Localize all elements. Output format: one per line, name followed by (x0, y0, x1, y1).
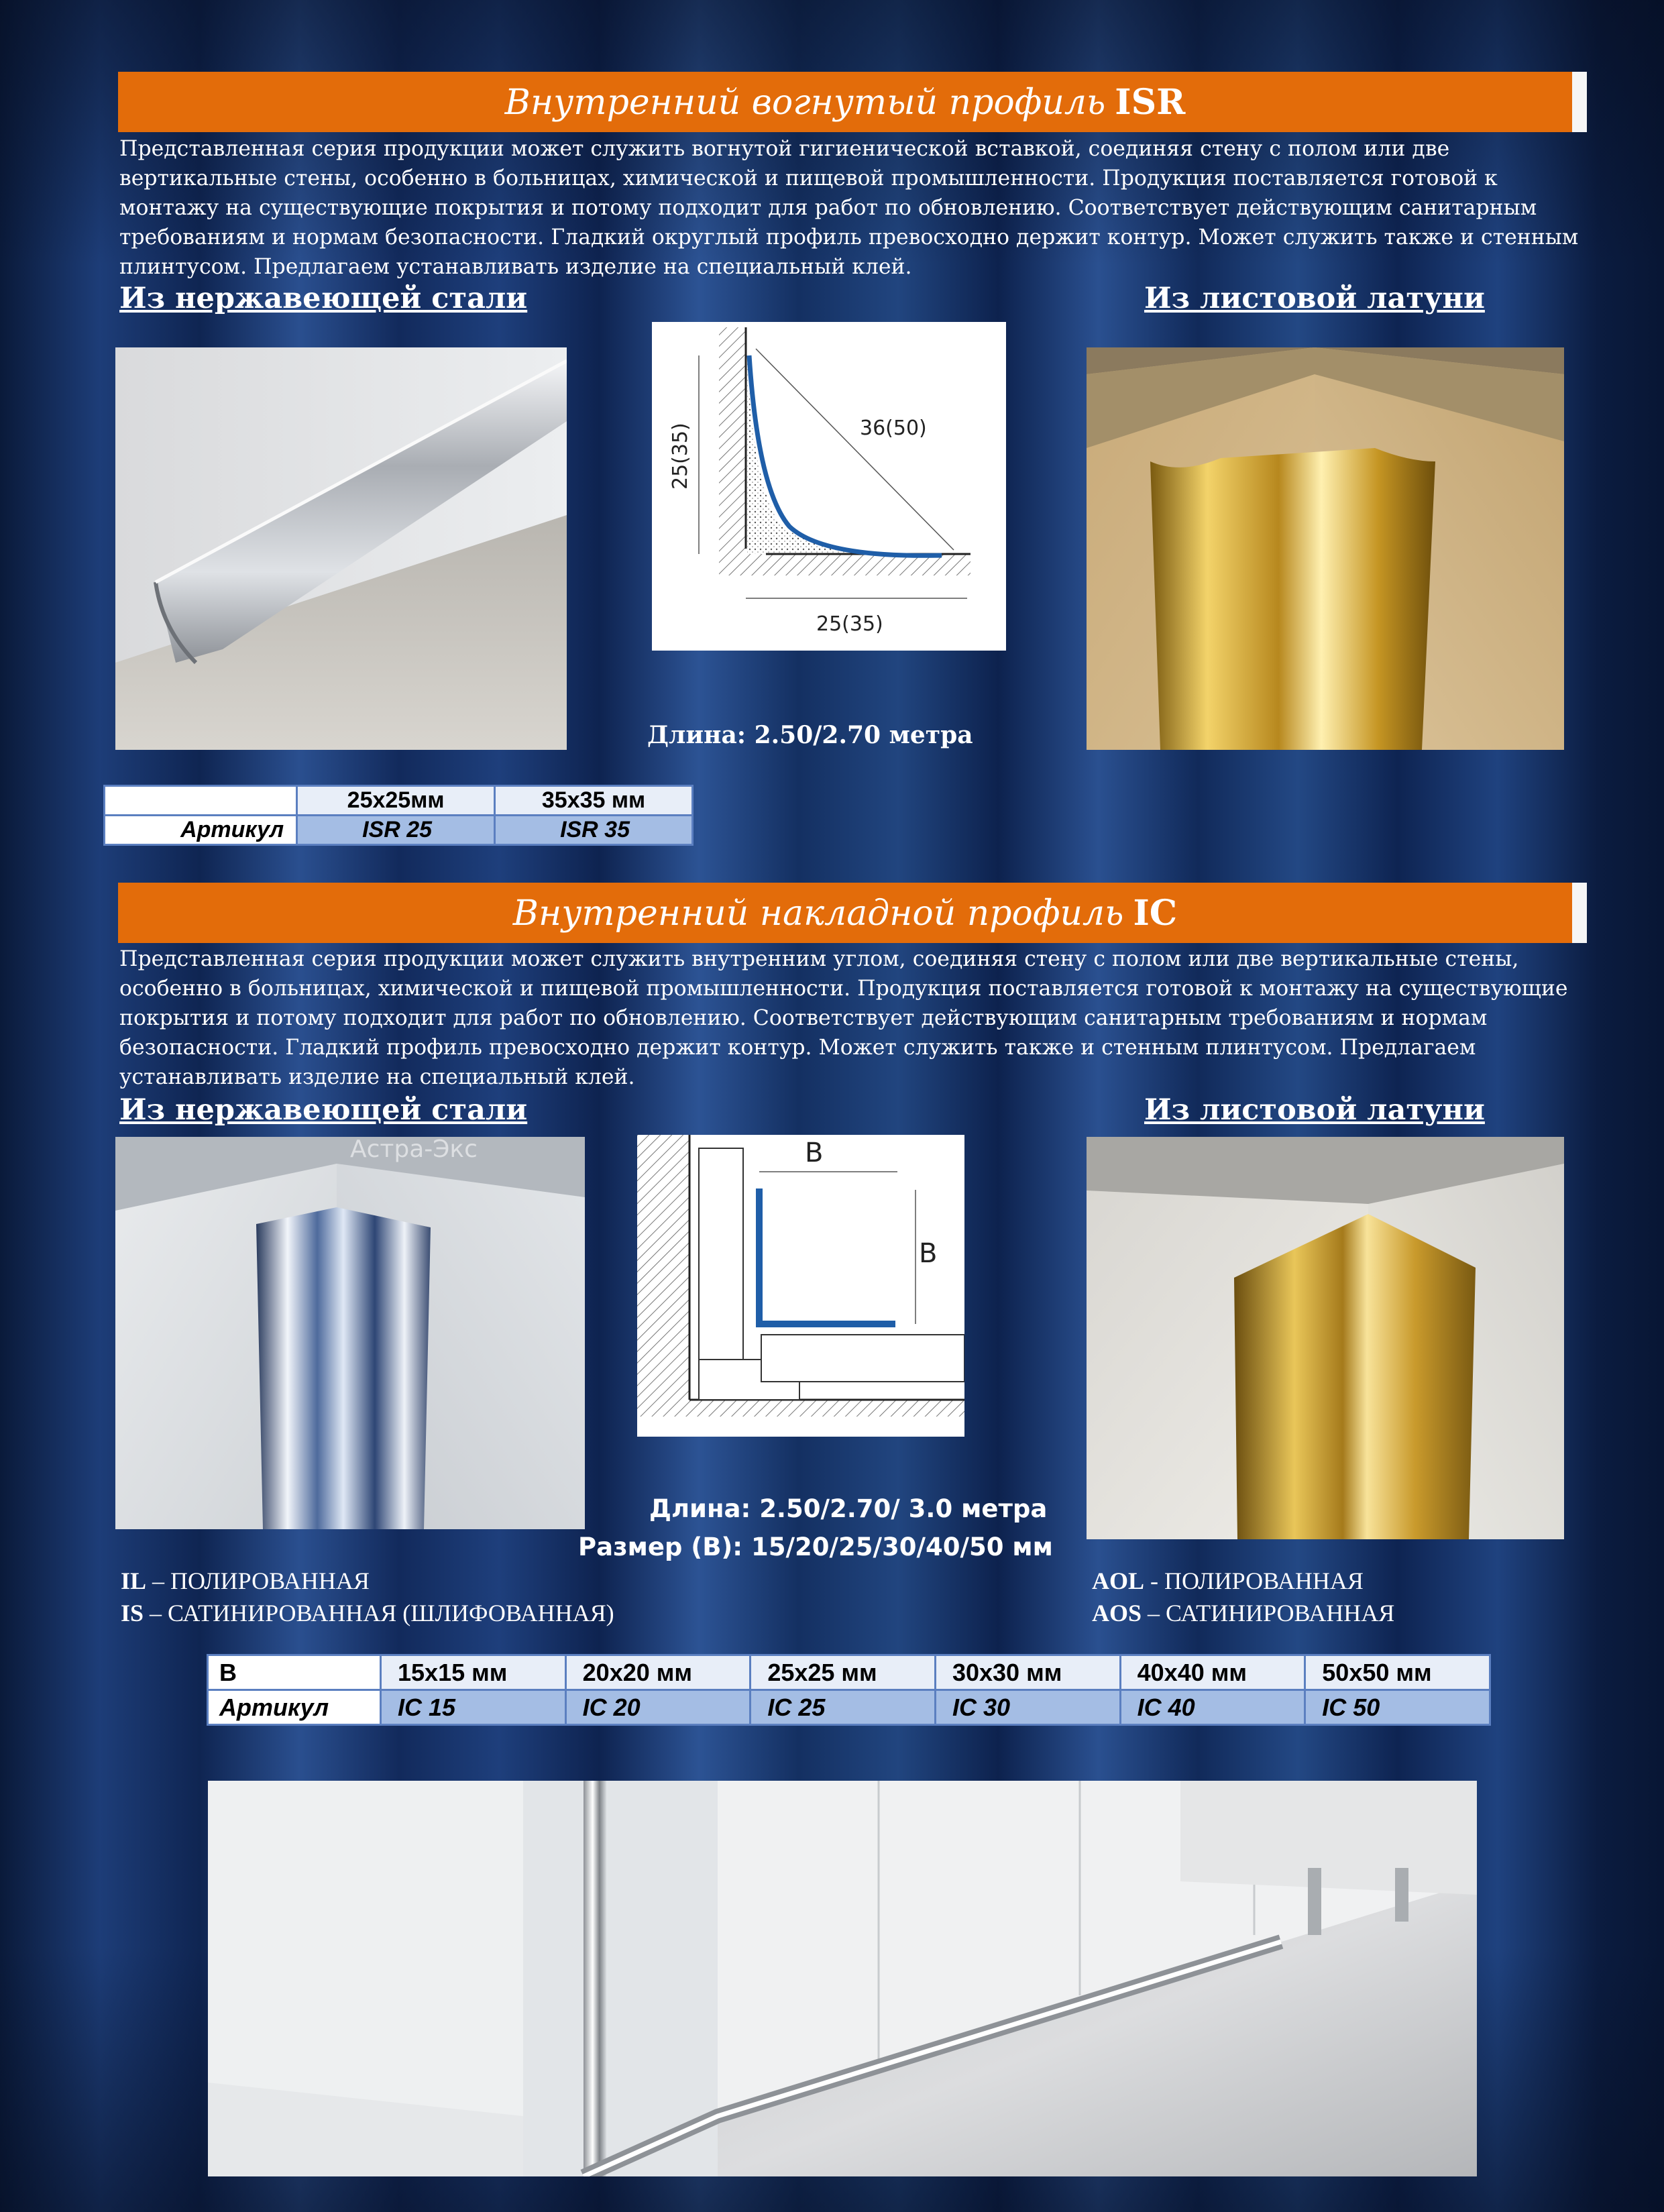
ic-size-15: 15x15 мм (381, 1655, 566, 1690)
isr-hyp-label: 36(50) (860, 417, 927, 440)
isr-height-label: 25(35) (669, 423, 692, 490)
section2-steel-heading: Из нержавеющей стали (119, 1093, 528, 1127)
section2-banner (118, 883, 1587, 943)
ic-size-40: 40x40 мм (1120, 1655, 1305, 1690)
section1-title: Внутренний вогнутый профиль ISR (504, 81, 1186, 123)
ic-size-20: 20x20 мм (565, 1655, 751, 1690)
ic-code-15: IC 15 (381, 1690, 566, 1725)
finish-is: IS – САТИНИРОВАННАЯ (ШЛИФОВАННАЯ) (121, 1600, 614, 1626)
isr-size-35: 35x35 мм (495, 786, 693, 816)
isr-article-table (103, 785, 694, 846)
ic-size: Размер (В): 15/20/25/30/40/50 мм (578, 1533, 1053, 1561)
ic-size-30: 30x30 мм (935, 1655, 1120, 1690)
ic-code-30: IC 30 (935, 1690, 1120, 1725)
isr-table-corner (105, 786, 297, 816)
ic-side-label: B (919, 1238, 938, 1269)
steel-corner-photo (115, 1137, 585, 1529)
brass-corner-photo (1087, 1137, 1564, 1539)
section2-description: Представленная серия продукции может служить внутренним углом, соединяя стену с полом или две вертикальные стены, особенно в больницах, химической и пищевой промышленности. Продукция поставляется готовой к монтажу на существующие покрытия и потому подходит для работ по обновлению. Соответствует действующим санитарным требованиям и нормам безопасности. Гладкий профиль превосходно держит контур. Может служить также и стенным плинтусом. Предлагаем устанавливать изделие на специальный клей. (119, 947, 1568, 1089)
brass-cove-photo (1087, 347, 1564, 750)
isr-code-25: ISR 25 (297, 816, 495, 845)
finish-il: IL – ПОЛИРОВАННАЯ (121, 1567, 370, 1594)
watermark: Астра-Экс (350, 1137, 478, 1163)
section1-banner (118, 72, 1587, 132)
finish-aos: AOS – САТИНИРОВАННАЯ (1092, 1600, 1395, 1626)
ic-article-label: Артикул (208, 1690, 381, 1725)
section2-title: Внутренний накладной профиль IC (512, 892, 1178, 934)
installation-photo (208, 1781, 1477, 2176)
isr-article-label: Артикул (105, 816, 297, 845)
finish-aol: AOL - ПОЛИРОВАННАЯ (1092, 1567, 1364, 1594)
section1-brass-heading: Из листовой латуни (1144, 282, 1485, 315)
section1-description: Представленная серия продукции может служить вогнутой гигиенической вставкой, соединяя стену с полом или две вертикальные стены, особенно в больницах, химической и пищевой промышленности. Продукция поставляется готовой к монтажу на существующие покрытия и потому подходит для работ по обновлению. Соответствует действующим санитарным требованиям и нормам безопасности. Гладкий округлый профиль превосходно держит контур. Может служить также и стенным плинтусом. Предлагаем устанавливать изделие на специальный клей. (119, 137, 1579, 279)
ic-article-table (207, 1654, 1491, 1726)
ic-profile-diagram (637, 1135, 964, 1437)
ic-top-label: B (805, 1138, 824, 1168)
brass-finishes (1092, 1565, 1394, 1629)
ic-code-25: IC 25 (751, 1690, 936, 1725)
section1-steel-heading: Из нержавеющей стали (119, 282, 528, 315)
ic-size-25: 25x25 мм (751, 1655, 936, 1690)
ic-code-40: IC 40 (1120, 1690, 1305, 1725)
ic-code-20: IC 20 (565, 1690, 751, 1725)
isr-size-25: 25x25мм (297, 786, 495, 816)
isr-profile-diagram (652, 322, 1006, 651)
ic-code-50: IC 50 (1305, 1690, 1490, 1725)
ic-header-label: B (208, 1655, 381, 1690)
ic-size-50: 50x50 мм (1305, 1655, 1490, 1690)
isr-width-label: 25(35) (816, 612, 883, 636)
isr-length: Длина: 2.50/2.70 метра (647, 721, 973, 749)
steel-cove-photo (115, 347, 567, 750)
steel-finishes (121, 1565, 614, 1629)
isr-code-35: ISR 35 (495, 816, 693, 845)
section2-brass-heading: Из листовой латуни (1144, 1093, 1485, 1127)
ic-length: Длина: 2.50/2.70/ 3.0 метра (649, 1494, 1048, 1523)
